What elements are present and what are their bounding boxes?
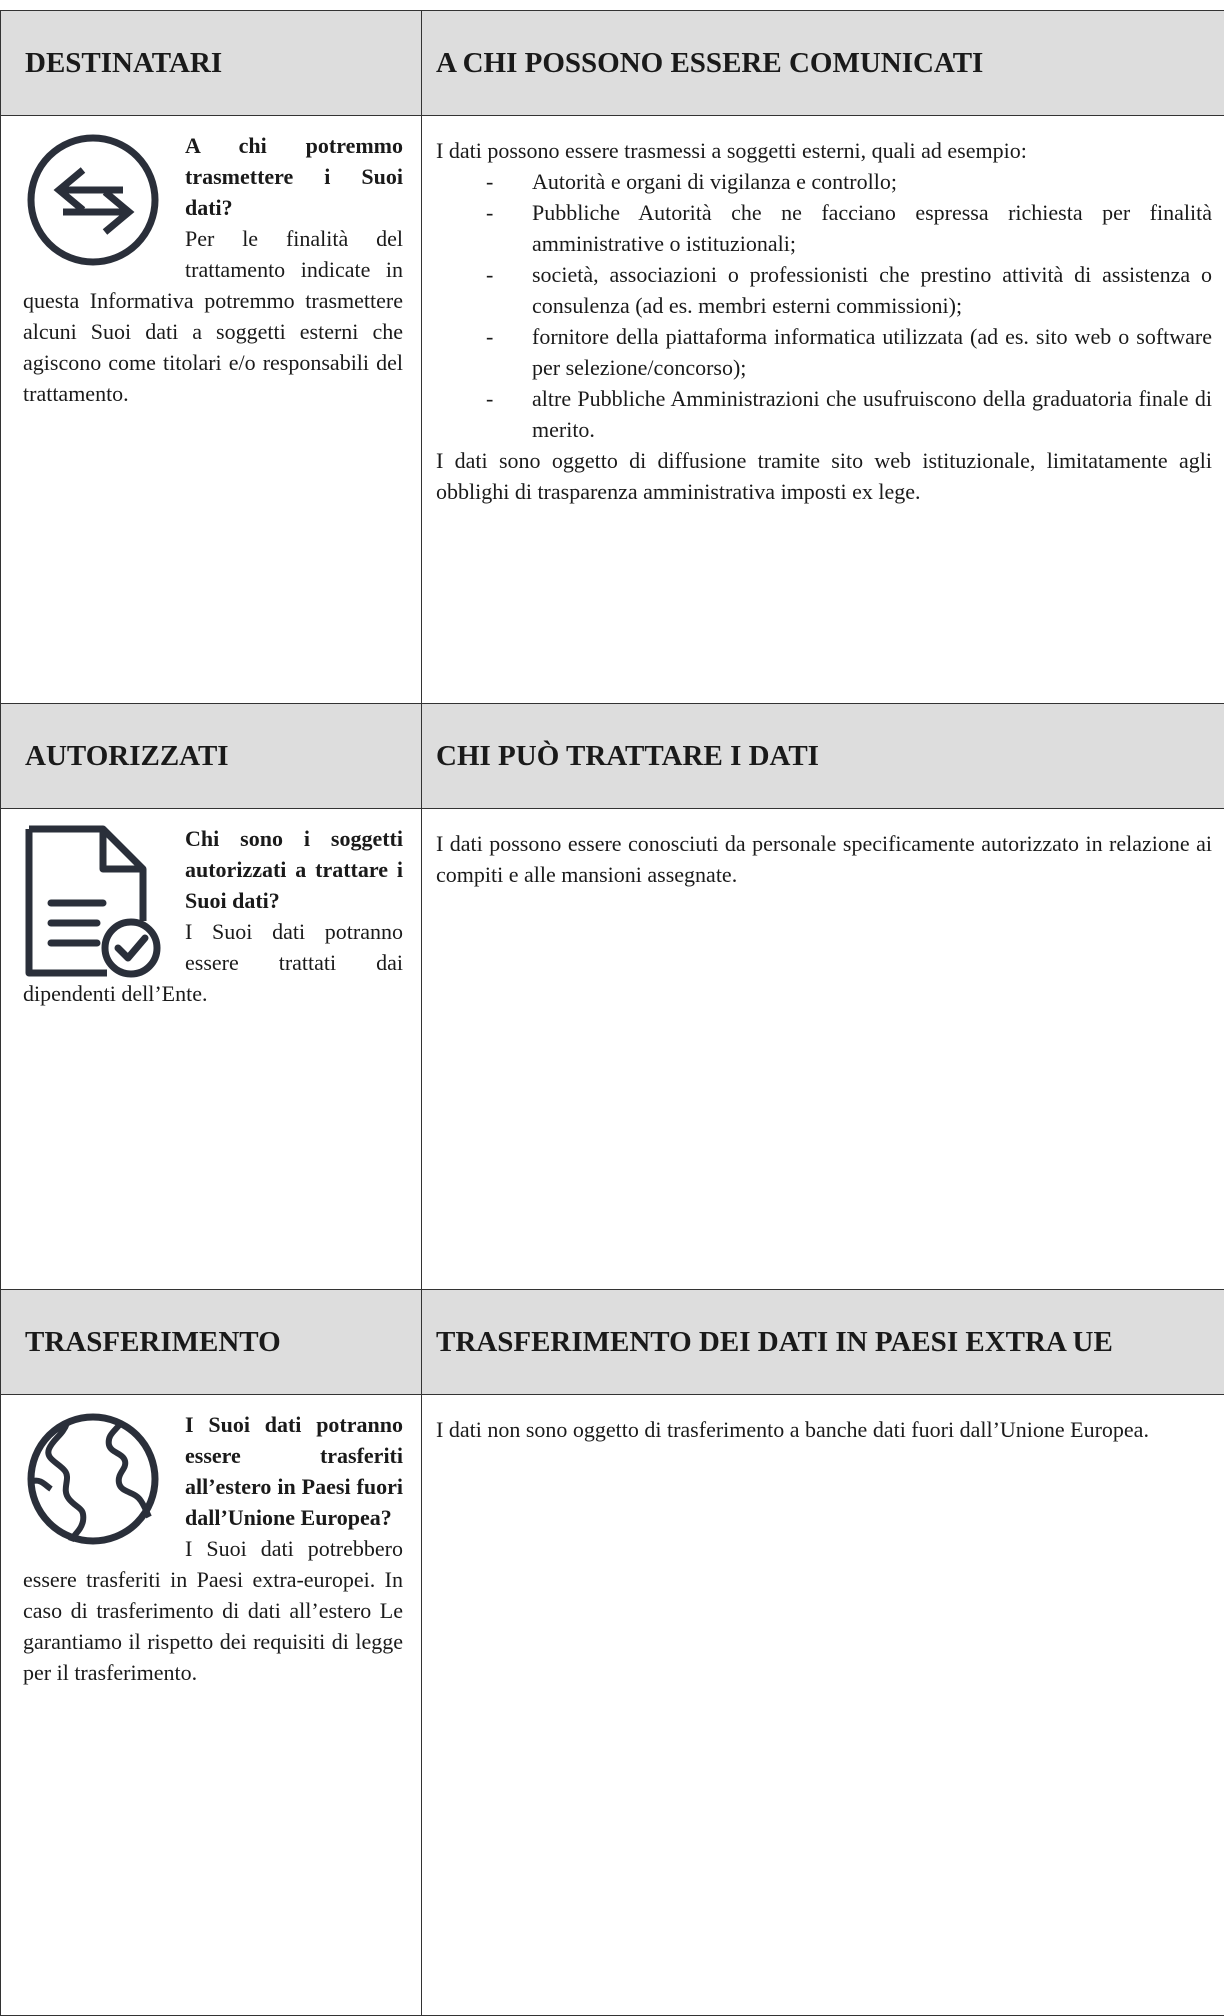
section-left-body [1, 1395, 422, 2016]
section-title: DESTINATARI [1, 46, 421, 80]
section-header-row [1, 1290, 1224, 1395]
section-left-body [1, 116, 422, 704]
section-title: TRASFERIMENTO [1, 1325, 421, 1359]
section-body-row [1, 1395, 1224, 2016]
privacy-info-table [0, 10, 1224, 2016]
section-right-header [422, 11, 1224, 116]
section-subtitle: A CHI POSSONO ESSERE COMUNICATI [422, 46, 1224, 80]
section-subtitle: TRASFERIMENTO DEI DATI IN PAESI EXTRA UE [422, 1325, 1224, 1359]
transfer-text: I dati non sono oggetto di trasferimento a banche dati fuori dall’Unione Europea. [436, 1414, 1212, 1445]
recipients-list [436, 166, 1212, 445]
list-item: - società, associazioni o professionisti che prestino attività di assistenza o consulenza (ad es. membri esterni commissioni); [436, 259, 1212, 321]
section-subtitle: CHI PUÒ TRATTARE I DATI [422, 739, 1224, 773]
document-check-icon [23, 823, 167, 973]
section-title: AUTORIZZATI [1, 739, 421, 773]
section-right-header [422, 1290, 1224, 1395]
list-item: - Pubbliche Autorità che ne facciano espressa richiesta per finalità amministrative o istituzionali; [436, 197, 1212, 259]
section-right-body [422, 809, 1224, 1290]
section-description: Per le finalità del trattamento indicate in questa Informativa potremmo trasmettere alcuni Suoi dati a soggetti esterni che agiscono come titolari e/o responsabili del trattamento. [23, 223, 403, 409]
section-body-row [1, 116, 1224, 704]
section-left-body [1, 809, 422, 1290]
list-item: - Autorità e organi di vigilanza e controllo; [436, 166, 1212, 197]
authorized-text: I dati possono essere conosciuti da personale specificamente autorizzato in relazione ai compiti e alle mansioni assegnate. [436, 828, 1212, 890]
section-right-body [422, 1395, 1224, 2016]
globe-icon [23, 1409, 167, 1559]
section-description: I Suoi dati potranno essere trattati dai dipendenti dell’Ente. [23, 916, 403, 1009]
section-question: Chi sono i soggetti autorizzati a trattare i Suoi dati? [23, 823, 403, 916]
recipients-outro: I dati sono oggetto di diffusione tramite sito web istituzionale, limitatamente agli obblighi di trasparenza amministrativa imposti ex lege. [436, 445, 1212, 507]
list-item: - altre Pubbliche Amministrazioni che usufruiscono della graduatoria finale di merito. [436, 383, 1212, 445]
section-right-header [422, 704, 1224, 809]
recipients-intro: I dati possono essere trasmessi a soggetti esterni, quali ad esempio: [436, 135, 1212, 166]
section-question: I Suoi dati potranno essere trasferiti all’estero in Paesi fuori dall’Unione Europea? [23, 1409, 403, 1533]
section-left-header [1, 1290, 422, 1395]
section-question: A chi potremmo trasmettere i Suoi dati? [23, 130, 403, 223]
list-item: - fornitore della piattaforma informatica utilizzata (ad es. sito web o software per selezione/concorso); [436, 321, 1212, 383]
section-left-header [1, 11, 422, 116]
section-header-row [1, 704, 1224, 809]
section-body-row [1, 809, 1224, 1290]
section-left-header [1, 704, 422, 809]
exchange-arrows-icon [23, 130, 167, 280]
section-description: I Suoi dati potrebbero essere trasferiti in Paesi extra-europei. In caso di trasferimento di dati all’estero Le garantiamo il rispetto dei requisiti di legge per il trasferimento. [23, 1533, 403, 1688]
section-right-body [422, 116, 1224, 704]
section-header-row [1, 11, 1224, 116]
